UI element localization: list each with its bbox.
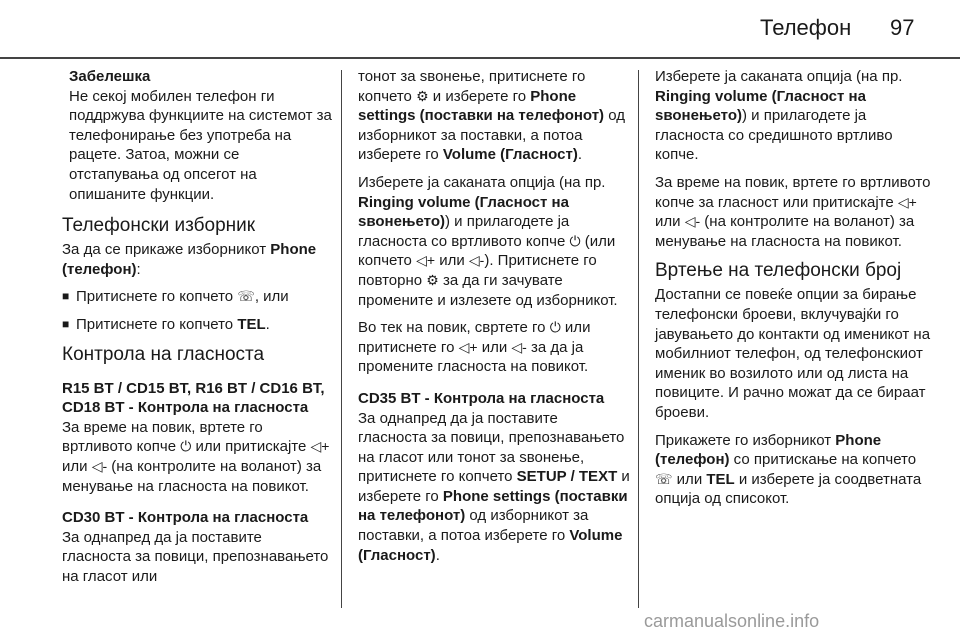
volume-down-icon: ◁- <box>91 457 108 474</box>
subsection-heading: CD35 BT - Контрола на гласноста <box>358 389 605 407</box>
volume-down-icon: ◁- <box>468 252 485 269</box>
bullet-icon: ■ <box>62 316 70 331</box>
knob-icon: ⏻ <box>549 319 561 336</box>
volume-down-icon: ◁- <box>684 213 701 230</box>
volume-up-icon: ◁+ <box>897 193 917 210</box>
volume-heading: Контрола на гласноста <box>62 343 265 365</box>
bullet-item: ■ Притиснете го копчето TEL. <box>62 315 270 333</box>
paragraph: За однапред да ја поставите гласноста за повици, препознавањето на гласот или <box>62 528 329 585</box>
paragraph: Прикажете го изборникот Phone (телефон) со притискање на копчето ☏ или TEL и изберете ја соодветната опција од списокот. <box>655 431 922 508</box>
paragraph: За време на повик, вртете го вртливото копче ⏻ или притискајте ◁+ или ◁- (на контролите на воланот) за менување на гласноста на повикот. <box>62 418 330 495</box>
watermark: carmanualsonline.info <box>644 611 820 631</box>
column-divider-1 <box>341 70 342 608</box>
volume-up-icon: ◁+ <box>416 252 436 269</box>
bullet-item: ■ Притиснете го копчето ☏, или <box>62 288 289 306</box>
knob-icon: ⏻ <box>569 232 581 249</box>
paragraph: За време на повик, вртете го вртливото копче за гласност или притискајте ◁+ или ◁- (на контролите на воланот) за менување на гласноста на повикот. <box>655 173 931 250</box>
paragraph: Изберете ја сакaната опција (на пр. Ringing volume (Гласност на ѕвонењето)) и прилагодете ја гласноста со вртливото копче ⏻ (или копчето ◁+ или ◁-). Притиснете го повторно ⚙ за да ги зачувате промените и излезете од изборникот. <box>358 173 618 309</box>
note-body: Не секој мобилен телефон ги поддржува функциите на системот за телефонирање без употреба на рацете. Затоа, можни се отстапувања од опсегот на опишаните функции. <box>69 87 332 203</box>
subsection-heading: R15 BT / CD15 BT, R16 BT / CD16 BT, CD18 BT - Контрола на гласноста <box>62 379 325 417</box>
paragraph: Изберете ја сакaната опција (на пр. Ringing volume (Гласност на ѕвонењето)) и прилагодете ја гласноста со средишното вртливо копче. <box>655 68 903 164</box>
phone-button-icon: ☏ <box>655 470 673 487</box>
settings-icon: ⚙ <box>426 271 439 288</box>
phone-button-icon: ☏ <box>237 288 255 305</box>
note-title: Забелешка <box>69 68 151 85</box>
column-right <box>655 67 937 517</box>
volume-down-icon: ◁- <box>511 338 527 355</box>
paragraph: Достапни се повеќе опции за бирање телефонски броеви, вклучувајќи го јавувањето до контакти од именикот на мобилниот телефон, од телефонскиот именик во возилото или од листа на повиците. И рачно можат да се бираат броеви. <box>655 286 931 421</box>
column-middle <box>358 67 630 573</box>
note-box <box>62 67 332 204</box>
phonebook-heading: Телефонски изборник <box>62 215 256 237</box>
volume-up-icon: ◁+ <box>310 438 330 455</box>
bullet-icon: ■ <box>62 289 70 304</box>
paragraph: Во тек на повик, свртете го ⏻ или притиснете го ◁+ или ◁- за да ја промените гласноста на повикот. <box>358 319 591 376</box>
volume-up-icon: ◁+ <box>458 338 478 355</box>
dial-heading: Вртење на телефонски број <box>655 260 902 282</box>
column-left <box>62 67 332 594</box>
page-header-title: Телефон <box>760 15 852 40</box>
knob-icon: ⏻ <box>180 438 192 455</box>
page-number: 97 <box>890 15 915 40</box>
column-divider-2 <box>638 70 639 608</box>
subsection-heading: CD30 BT - Контрола на гласноста <box>62 509 309 527</box>
paragraph: тонот за ѕвонење, притиснете го копчето ⚙ и изберете го Phone settings (поставки на телефонот) од изборникот за поставки, а потоа изберете го Volume (Гласност). <box>358 68 625 164</box>
header-rule <box>0 57 960 59</box>
phonebook-intro: За да се прикаже изборникот Phone (телефон): <box>62 241 317 278</box>
paragraph: За однапред да ја поставите гласноста за повици, препознавањето на гласот или тонот за ѕвонење, притиснете го копчето SETUP / TEXT и изберете го Phone settings (поставки на телефонот) од изборникот за поставки, а потоа изберете го Volume (Гласност). <box>358 409 630 564</box>
settings-icon: ⚙ <box>416 87 429 104</box>
